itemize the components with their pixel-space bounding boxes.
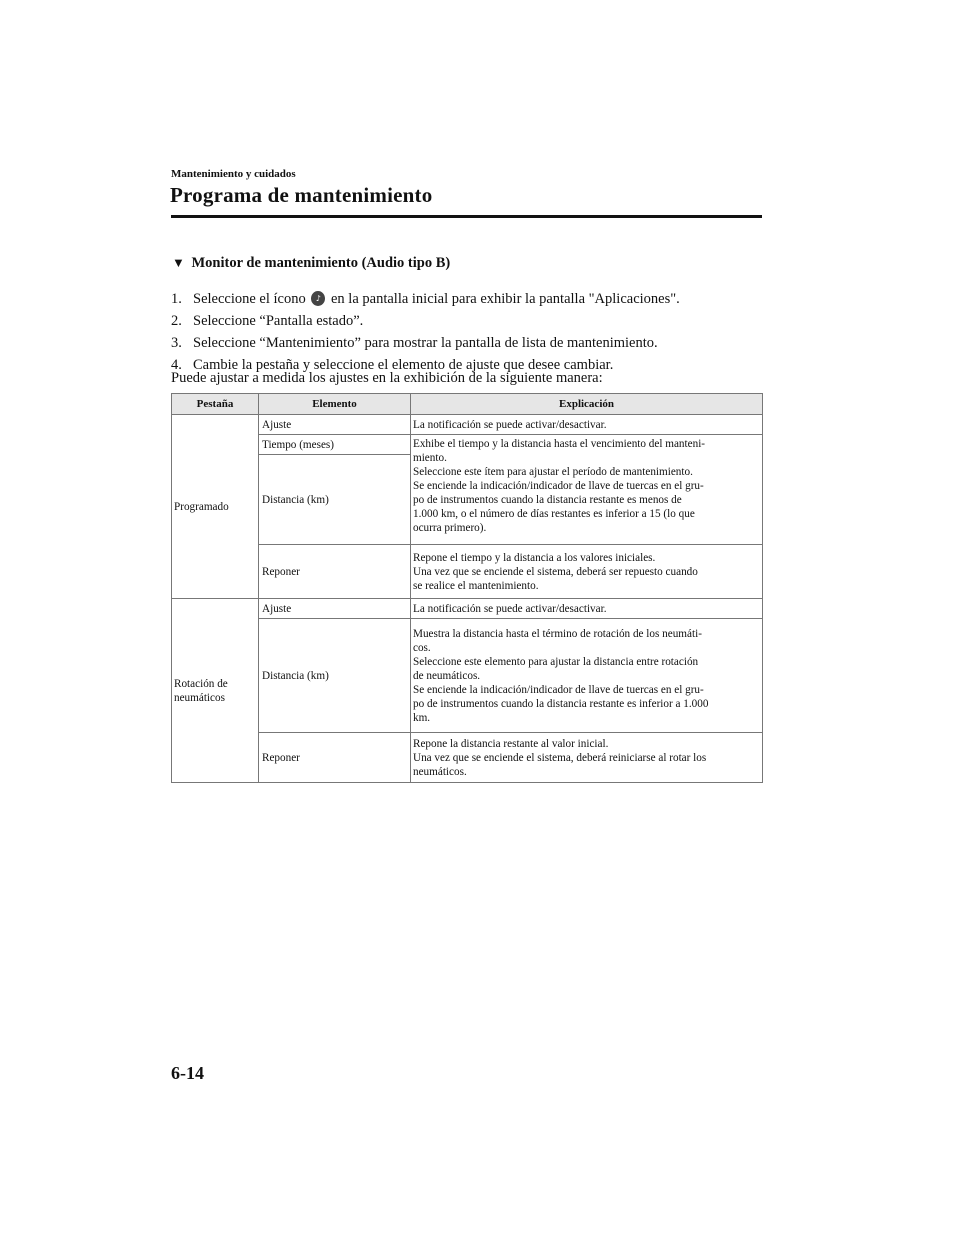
subsection-title: Monitor de mantenimiento (Audio tipo B) — [191, 255, 451, 271]
table-row — [172, 733, 763, 783]
table-row — [172, 599, 763, 619]
explanation-line: cos. — [413, 641, 431, 654]
step-item — [171, 288, 771, 310]
step-text: Cambie la pestaña y seleccione el elemento de ajuste que desee cambiar. — [193, 357, 614, 373]
title-rule — [171, 215, 762, 218]
explanation-line: po de instrumentos cuando la distancia restante es menos de — [413, 494, 682, 506]
element-cell: Tiempo (meses) — [259, 435, 411, 455]
step-item — [171, 310, 771, 332]
explanation-line: Una vez que se enciende el sistema, deberá ser repuesto cuando — [413, 565, 698, 578]
step-text: Seleccione “Mantenimiento” para mostrar la pantalla de lista de mantenimiento. — [193, 335, 658, 351]
lead-paragraph: Puede ajustar a medida los ajustes en la exhibición de la siguiente manera: — [171, 370, 603, 386]
explanation-line: se realice el mantenimiento. — [413, 579, 539, 592]
subsection-heading — [172, 255, 450, 272]
explanation-line: miento. — [413, 452, 447, 464]
explanation-line: Muestra la distancia hasta el término de rotación de los neumáti- — [413, 627, 702, 640]
column-header: Explicación — [411, 394, 763, 415]
explanation-cell — [411, 435, 763, 545]
tab-line: Rotación de — [174, 677, 228, 690]
element-cell: Reponer — [259, 733, 411, 783]
column-header: Pestaña — [172, 394, 259, 415]
explanation-line: Repone la distancia restante al valor inicial. — [413, 737, 609, 750]
explanation-line: de neumáticos. — [413, 669, 481, 682]
column-header: Elemento — [259, 394, 411, 415]
explanation-line: ocurra primero). — [413, 522, 487, 534]
explanation-line: Se enciende la indicación/indicador de llave de tuercas en el gru- — [413, 480, 704, 492]
element-cell: Reponer — [259, 545, 411, 599]
table-header-row — [172, 394, 763, 415]
explanation-line: Una vez que se enciende el sistema, deberá reiniciarse al rotar los — [413, 751, 707, 764]
step-text: Seleccione “Pantalla estado”. — [193, 313, 364, 329]
explanation-cell — [411, 619, 763, 733]
explanation-cell — [411, 599, 763, 619]
steps-list — [171, 288, 771, 376]
step-number: 3. — [171, 335, 182, 351]
page-title: Programa de mantenimiento — [170, 183, 433, 207]
table-row — [172, 619, 763, 733]
explanation-line: La notificación se puede activar/desactivar. — [413, 602, 607, 615]
explanation-line: Exhibe el tiempo y la distancia hasta el vencimiento del manteni- — [413, 438, 706, 450]
explanation-line: Seleccione este elemento para ajustar la distancia entre rotación — [413, 655, 699, 668]
tab-cell: Programado — [172, 415, 259, 599]
home-icon: ♪ — [311, 291, 325, 306]
page-number: 6-14 — [171, 1063, 204, 1083]
tab-line: neumáticos — [174, 691, 225, 704]
element-cell: Distancia (km) — [259, 455, 411, 545]
element-cell: Ajuste — [259, 415, 411, 435]
explanation-cell — [411, 415, 763, 435]
step-text: en la pantalla inicial para exhibir la pantalla "Aplicaciones". — [327, 291, 680, 307]
table-row — [172, 415, 763, 435]
element-cell: Ajuste — [259, 599, 411, 619]
step-text: Seleccione el ícono — [193, 291, 306, 307]
tab-cell — [172, 599, 259, 783]
element-cell: Distancia (km) — [259, 619, 411, 733]
explanation-line: 1.000 km, o el número de días restantes es inferior a 15 (lo que — [413, 508, 695, 520]
table-row — [172, 435, 763, 455]
explanation-line: Se enciende la indicación/indicador de llave de tuercas en el gru- — [413, 683, 704, 696]
explanation-line: po de instrumentos cuando la distancia restante es inferior a 1.000 — [413, 697, 709, 710]
explanation-line: Seleccione este ítem para ajustar el período de mantenimiento. — [413, 466, 693, 478]
step-number: 4. — [171, 357, 182, 373]
table-row — [172, 545, 763, 599]
maintenance-table — [171, 393, 763, 783]
explanation-line: La notificación se puede activar/desactivar. — [413, 418, 607, 431]
explanation-line: Repone el tiempo y la distancia a los valores iniciales. — [413, 551, 656, 564]
step-number: 1. — [171, 291, 182, 307]
explanation-line: neumáticos. — [413, 765, 467, 778]
section-label: Mantenimiento y cuidados — [171, 168, 296, 180]
step-number: 2. — [171, 313, 182, 329]
step-item — [171, 332, 771, 354]
explanation-cell — [411, 545, 763, 599]
explanation-line: km. — [413, 711, 431, 724]
triangle-down-icon: ▼ — [172, 255, 185, 270]
explanation-cell — [411, 733, 763, 783]
